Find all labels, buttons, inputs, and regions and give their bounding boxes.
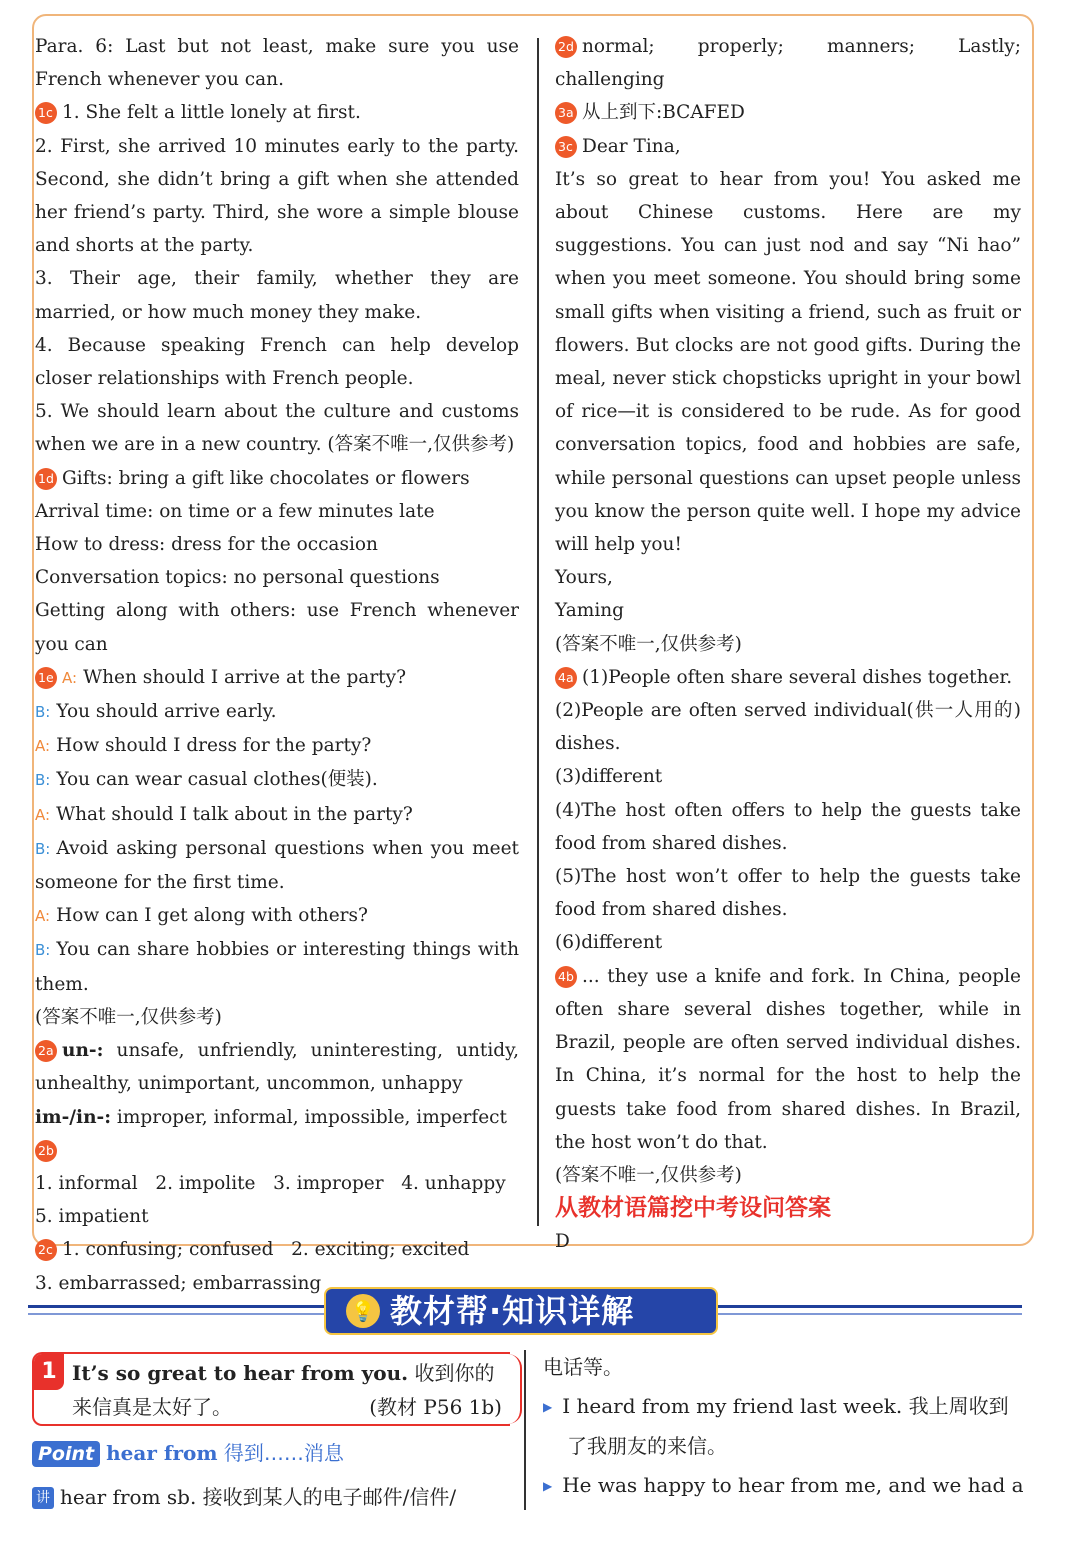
answer-note: (答案不唯一,仅供参考) <box>35 1006 222 1028</box>
exam-answer: D <box>555 1231 570 1253</box>
badge-1e: 1e <box>35 667 57 689</box>
badge-2b: 2b <box>35 1140 57 1162</box>
right-column <box>555 30 1021 1259</box>
knowledge-left <box>32 1352 510 1514</box>
badge-4a: 4a <box>555 667 577 689</box>
banner-title: 教材帮·知识详解 <box>390 1292 635 1330</box>
answer-4b: 4b ... they use a knife and fork. In China, people often share several dishes together, while in Brazil, people are often served individual dishes. In China, it’s normal for the host to help the guests take food from shared dishes. In Brazil, the host won’t do that. <box>555 965 1021 1153</box>
dialogue-line: B: You can wear casual clothes(便装). <box>35 769 378 791</box>
answer-note: (答案不唯一,仅供参考) <box>555 1164 742 1186</box>
knowledge-right <box>543 1348 1033 1506</box>
point-phrase: hear from <box>106 1441 218 1465</box>
answer-1d-5: Getting along with others: use French whenever you can <box>35 600 519 655</box>
answer-4a-5: (5)The host won’t offer to help the guests take food from shared dishes. <box>555 866 1021 921</box>
answer-2d: 2d normal; properly; manners; Lastly; challenging <box>555 36 1021 91</box>
answer-1c-2: 2. First, she arrived 10 minutes early to the party. Second, she didn’t bring a gift when she attended her friend’s party. Third, she wore a simple blouse and shorts at the party. <box>35 135 519 257</box>
badge-2c: 2c <box>35 1239 57 1261</box>
key-sentence-box: 1 It’s so great to hear from you. 收到你的 来信真是太好了。 (教材 P56 1b) <box>32 1352 510 1426</box>
para6-answer: Para. 6: Last but not least, make sure you use French whenever you can. <box>35 36 519 91</box>
letter-signature: Yaming <box>555 600 625 622</box>
column-divider <box>537 38 539 1226</box>
point-meaning: 得到……消息 <box>223 1441 344 1465</box>
dialogue-line: A: How can I get along with others? <box>35 905 368 927</box>
bottom-divider <box>524 1350 526 1510</box>
dialogue-line: A: What should I talk about in the party? <box>35 803 413 825</box>
letter-closing: Yours, <box>555 567 613 589</box>
brace-decoration <box>508 1354 522 1424</box>
lightbulb-icon: 💡 <box>346 1294 380 1328</box>
letter-greeting: 3c Dear Tina, <box>555 130 1021 163</box>
left-column <box>35 30 519 1300</box>
answer-1d-4: Conversation topics: no personal questions <box>35 567 440 589</box>
exam-section-title: 从教材语篇挖中考设问答案 <box>555 1195 831 1222</box>
answer-4a-4: (4)The host often offers to help the guests take food from shared dishes. <box>555 799 1021 854</box>
badge-2d: 2d <box>555 36 577 58</box>
answer-1c-4: 4. Because speaking French can help develop closer relationships with French people. <box>35 334 519 390</box>
answer-1d-2: Arrival time: on time or a few minutes late <box>35 500 435 522</box>
dialogue-line: B: You should arrive early. <box>35 701 277 723</box>
answer-2a-im: im-/in-: improper, informal, impossible, imperfect <box>35 1106 507 1128</box>
section-banner-band <box>28 1283 1022 1339</box>
example-1-translation: 了我朋友的来信。 <box>567 1434 727 1458</box>
example-2: ▶ He was happy to hear from me, and we had a <box>543 1473 1024 1497</box>
point-row <box>32 1436 510 1470</box>
answer-3a: 3a 从上到下:BCAFED <box>555 96 1021 129</box>
key-sentence-en: It’s so great to hear from you. <box>72 1361 409 1385</box>
answer-4a-1: 4a (1)People often share several dishes together. <box>555 661 1021 694</box>
dialogue-line: 1e A: When should I arrive at the party? <box>35 661 519 695</box>
explain-icon: 讲 <box>32 1487 54 1509</box>
key-sentence-cn: 收到你的 <box>414 1361 495 1385</box>
answer-1c-5: 5. We should learn about the culture and customs when we are in a new country. (答案不唯一,仅供参考) <box>35 401 519 456</box>
dialogue-line: A: How should I dress for the party? <box>35 735 372 757</box>
explanation-continued: 电话等。 <box>543 1355 623 1379</box>
section-banner <box>324 1287 718 1335</box>
answer-4a-6: (6)different <box>555 932 663 954</box>
answer-2c: 2c 1. confusing; confused 2. exciting; excited <box>35 1233 519 1266</box>
answer-2b: 2b1. informal 2. impolite 3. improper 4. unhappy <box>35 1134 519 1200</box>
badge-2a: 2a <box>35 1040 57 1062</box>
example-1: ▶ I heard from my friend last week. 我上周收到 <box>543 1394 1009 1418</box>
answer-2c-3: 3. embarrassed; embarrassing <box>35 1272 322 1294</box>
answer-1c: 1c 1. She felt a little lonely at first. <box>35 96 519 129</box>
bullet-triangle-icon: ▶ <box>543 1400 553 1414</box>
answer-note: (答案不唯一,仅供参考) <box>555 633 742 655</box>
bullet-triangle-icon: ▶ <box>543 1479 553 1493</box>
answer-1d-3: How to dress: dress for the occasion <box>35 534 378 556</box>
letter-body: It’s so great to hear from you! You asked me about Chinese customs. Here are my suggestions. You can just nod and say “Ni hao” when you meet someone. You should bring some small gifts when visiting a friend, such as fruit or flowers. But clocks are not good gifts. During the meal, never stick chopsticks upright in your bowl of rice—it is considered to be rude. As for good conversation topics, food and hobbies are safe, while personal questions can upset people unless you know the person quite well. I hope my advice will help you! <box>555 168 1021 556</box>
answer-4a-3: (3)different <box>555 766 663 788</box>
source-ref: (教材 P56 1b) <box>369 1395 502 1419</box>
badge-1d: 1d <box>35 468 57 490</box>
answer-1c-3: 3. Their age, their family, whether they are married, or how much money they make. <box>35 268 519 323</box>
point-tag: Point <box>32 1441 100 1467</box>
answer-2b-5: 5. impatient <box>35 1206 149 1228</box>
badge-3a: 3a <box>555 102 577 124</box>
dialogue-line: B: Avoid asking personal questions when you meet someone for the first time. <box>35 837 519 894</box>
answer-2a-un: 2a un-: unsafe, unfriendly, uninteresting, untidy, unhealthy, unimportant, uncommon, unhappy <box>35 1040 519 1095</box>
explanation-row: 讲 hear from sb. 接收到某人的电子邮件/信件/ <box>32 1480 510 1514</box>
badge-1c: 1c <box>35 102 57 124</box>
badge-4b: 4b <box>555 966 577 988</box>
badge-3c: 3c <box>555 136 577 158</box>
answer-1d: 1d Gifts: bring a gift like chocolates or flowers <box>35 462 519 495</box>
dialogue-line: B: You can share hobbies or interesting things with them. <box>35 939 519 995</box>
answer-4a-2: (2)People are often served individual(供一人用的) dishes. <box>555 700 1021 755</box>
point-number: 1 <box>34 1354 64 1390</box>
